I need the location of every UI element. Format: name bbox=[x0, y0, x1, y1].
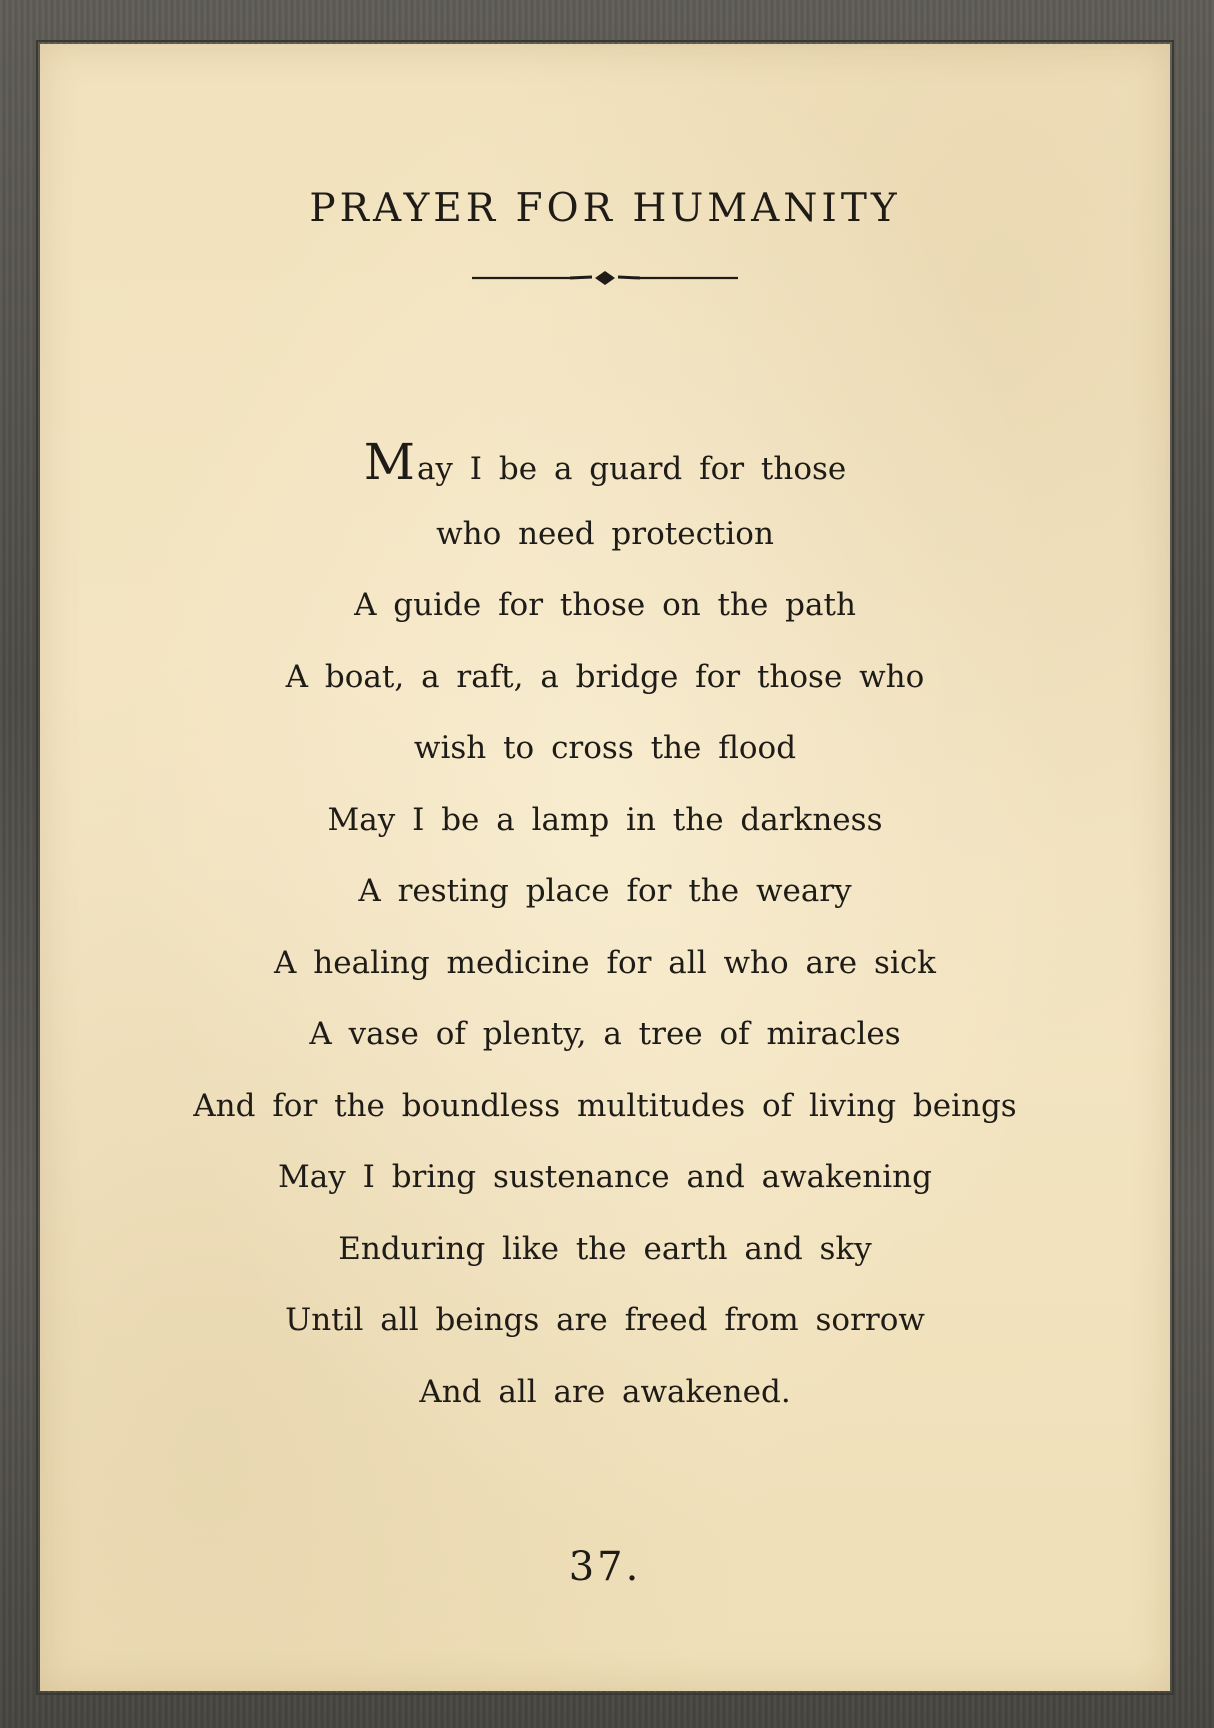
page-title: PRAYER FOR HUMANITY bbox=[309, 186, 901, 231]
poem-line: A boat, a raft, a bridge for those who bbox=[285, 658, 925, 695]
poem-body bbox=[40, 427, 1170, 1428]
poem-line: May I bring sustenance and awakening bbox=[278, 1159, 932, 1195]
poem-line: And all are awakened. bbox=[419, 1373, 791, 1410]
poem-line: And for the boundless multitudes of living beings bbox=[193, 1087, 1017, 1124]
poem-line: Until all beings are freed from sorrow bbox=[285, 1302, 925, 1338]
poem-line: Enduring like the earth and sky bbox=[338, 1230, 872, 1267]
poem-line: A vase of plenty, a tree of miracles bbox=[309, 1016, 901, 1052]
poem-line: A guide for those on the path bbox=[354, 587, 856, 623]
poem-line: A resting place for the weary bbox=[358, 873, 852, 909]
poem-line: May I be a lamp in the darkness bbox=[327, 801, 883, 838]
poem-line-1 bbox=[40, 427, 1170, 499]
poem-line: wish to cross the flood bbox=[413, 730, 797, 766]
poem-line: who need protection bbox=[436, 515, 774, 552]
poem-line-1-text: ay I be a guard for those bbox=[416, 451, 847, 487]
drop-cap: M bbox=[363, 433, 417, 491]
page-number: 37. bbox=[568, 1544, 642, 1590]
paper-sheet bbox=[40, 44, 1170, 1691]
poem-line: A healing medicine for all who are sick bbox=[274, 944, 936, 981]
diamond-divider-icon bbox=[470, 266, 740, 290]
